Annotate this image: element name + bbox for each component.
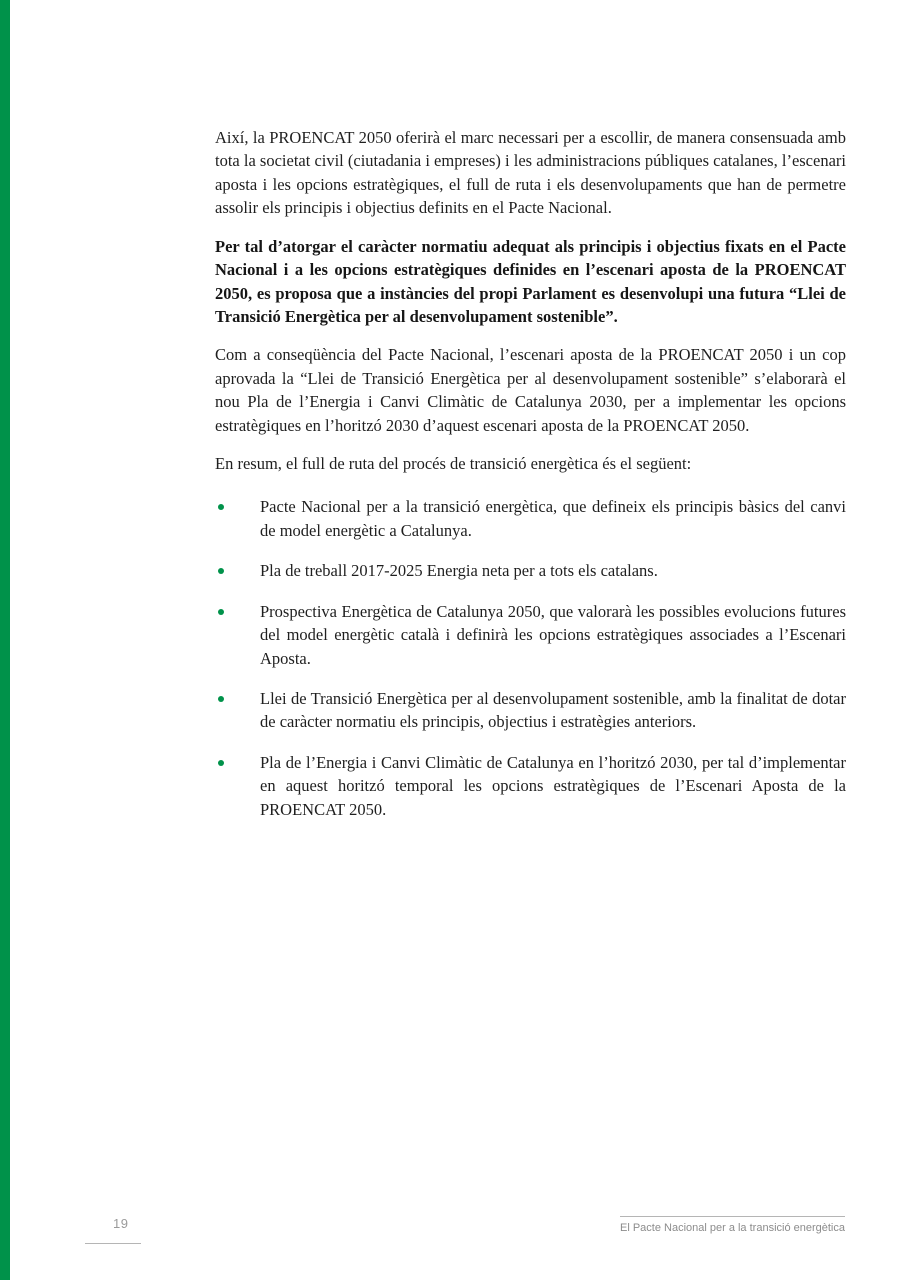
list-item	[215, 559, 846, 582]
page-content	[215, 126, 846, 838]
page-number-underline	[85, 1243, 141, 1244]
bullet-text: Pla de treball 2017-2025 Energia neta per a tots els catalans.	[260, 561, 658, 581]
roadmap-bullet-list	[215, 495, 846, 821]
page-number: 19	[113, 1216, 129, 1231]
paragraph-intro: Així, la PROENCAT 2050 oferirà el marc necessari per a escollir, de manera consensuada amb tota la societat civil (ciutadania i empreses) i les administracions públiques catalanes, l’escenari aposta i les opcions estratègiques, el full de ruta i els desenvolupaments que han de permetre assolir els principis i objectius definits en el Pacte Nacional.	[215, 128, 846, 218]
list-item	[215, 687, 846, 734]
left-accent-bar	[0, 0, 10, 1280]
paragraph-normative-bold: Per tal d’atorgar el caràcter normatiu adequat als principis i objectius fixats en el Pacte Nacional i a les opcions estratègiques definides en l’escenari aposta de la PROENCAT 2050, es proposa que a instàncies del propi Parlament es desenvolupi una futura “Llei de Transició Energètica per al desenvolupament sostenible”.	[215, 236, 846, 326]
footer-running-title: El Pacte Nacional per a la transició energètica	[620, 1216, 845, 1234]
list-item	[215, 751, 846, 821]
bullet-text: Llei de Transició Energètica per al desenvolupament sostenible, amb la finalitat de dotar de caràcter normatiu els principis, objectius i estratègies anteriors.	[260, 689, 846, 732]
bullet-text: Pacte Nacional per a la transició energètica, que defineix els principis bàsics del canvi de model energètic a Catalunya.	[260, 497, 846, 540]
list-item	[215, 495, 846, 542]
paragraph-consequence: Com a conseqüència del Pacte Nacional, l’escenari aposta de la PROENCAT 2050 i un cop aprovada la “Llei de Transició Energètica per al desenvolupament sostenible” s’elaborarà el nou Pla de l’Energia i Canvi Climàtic de Catalunya 2030, per a implementar les opcions estratègiques en l’horitzó 2030 d’aquest escenari aposta de la PROENCAT 2050.	[215, 345, 846, 435]
bullet-text: Pla de l’Energia i Canvi Climàtic de Catalunya en l’horitzó 2030, per tal d’implementar en aquest horitzó temporal les opcions estratègiques de l’Escenari Aposta de la PROENCAT 2050.	[260, 752, 846, 819]
list-item	[215, 600, 846, 670]
bullet-text: Prospectiva Energètica de Catalunya 2050, que valorarà les possibles evolucions futures del model energètic català i definirà les opcions estratègiques associades a l’Escenari Aposta.	[260, 601, 846, 668]
paragraph-roadmap-lead: En resum, el full de ruta del procés de transició energètica és el següent:	[215, 454, 692, 474]
